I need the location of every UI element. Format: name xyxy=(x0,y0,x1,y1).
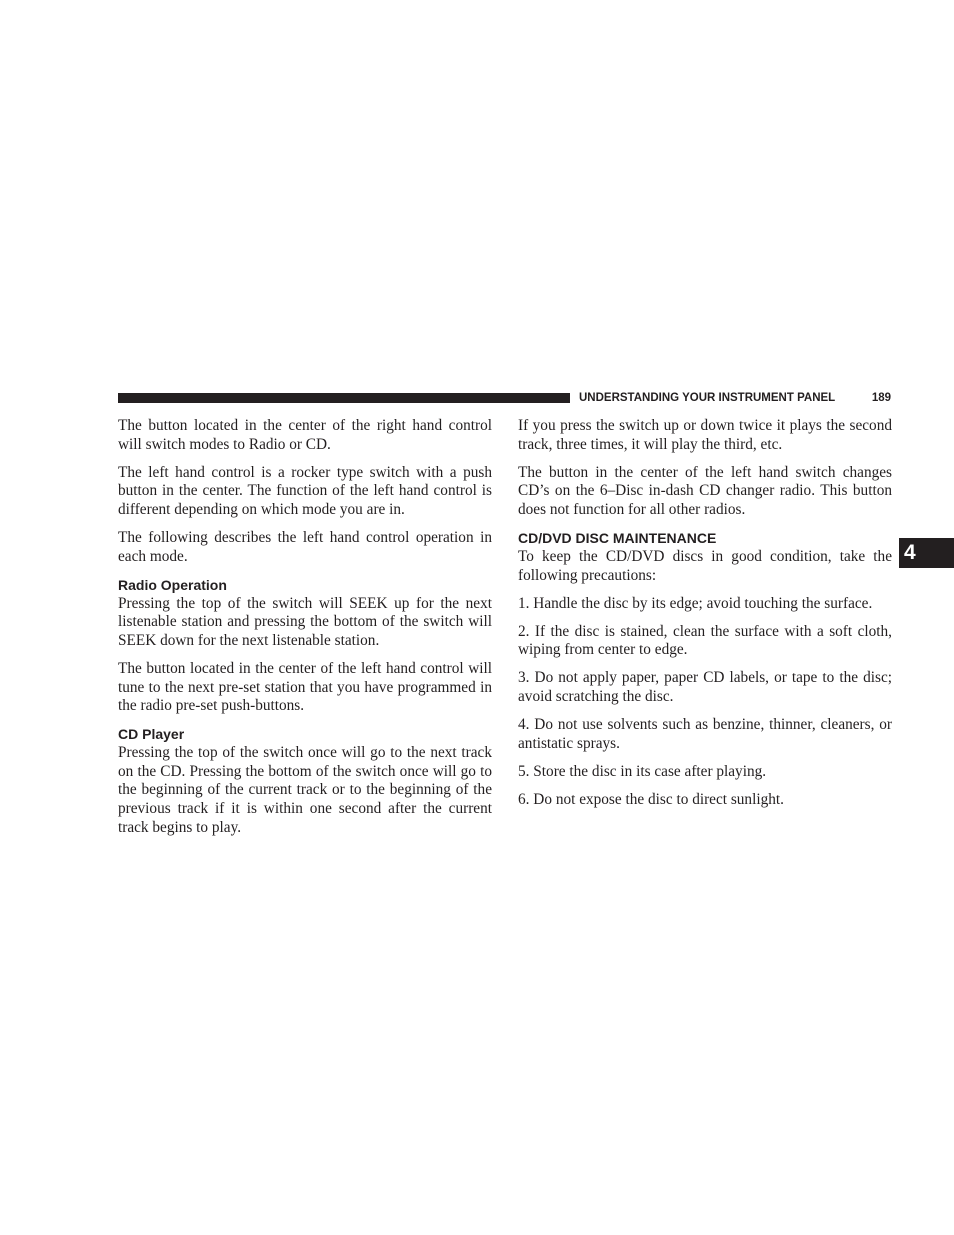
running-header xyxy=(579,390,891,406)
disc-maintenance-heading: CD/DVD DISC MAINTENANCE xyxy=(518,529,717,546)
section-title: UNDERSTANDING YOUR INSTRUMENT PANEL xyxy=(579,392,836,404)
paragraph: The button located in the center of the left hand control will tune to the next pre-set station that you have programmed in the radio pre-set push-buttons. xyxy=(118,659,492,715)
list-item: 3. Do not apply paper, paper CD labels, or tape to the disc; avoid scratching the disc. xyxy=(518,669,892,706)
list-item: 1. Handle the disc by its edge; avoid touching the surface. xyxy=(518,594,873,612)
right-column xyxy=(518,417,892,819)
chapter-number: 4 xyxy=(904,541,916,564)
list-item: 5. Store the disc in its case after playing. xyxy=(518,762,767,780)
paragraph: Pressing the top of the switch once will go to the next track on the CD. Pressing the bottom of the switch once will go to the beginning of the current track or to the beginning of the previous track if it is within one second after the current track begins to play. xyxy=(118,744,492,836)
paragraph: If you press the switch up or down twice it plays the second track, three times, it will play the third, etc. xyxy=(518,417,892,453)
list-item: 4. Do not use solvents such as benzine, thinner, cleaners, or antistatic sprays. xyxy=(518,716,892,752)
paragraph: The following describes the left hand control operation in each mode. xyxy=(118,528,492,565)
precautions-list xyxy=(518,595,892,810)
left-column xyxy=(118,417,492,847)
radio-operation-heading: Radio Operation xyxy=(118,576,227,593)
header-rule xyxy=(118,393,570,403)
cd-player-heading: CD Player xyxy=(118,726,185,743)
page-number: 189 xyxy=(871,392,891,404)
paragraph: To keep the CD/DVD discs in good condition, take the following precautions: xyxy=(518,547,892,584)
chapter-tab xyxy=(899,538,954,568)
paragraph: The button located in the center of the right hand control will switch modes to Radio or CD. xyxy=(118,417,492,453)
paragraph: The button in the center of the left hand switch changes CD’s on the 6–Disc in-dash CD changer radio. This button does not function for all other radios. xyxy=(518,463,892,518)
list-item: 6. Do not expose the disc to direct sunlight. xyxy=(518,790,784,808)
paragraph: Pressing the top of the switch will SEEK up for the next listenable station and pressing the bottom of the switch will SEEK down for the next listenable station. xyxy=(118,594,492,649)
paragraph: The left hand control is a rocker type switch with a push button in the center. The function of the left hand control is different depending on which mode you are in. xyxy=(118,463,492,518)
list-item: 2. If the disc is stained, clean the surface with a soft cloth, wiping from center to edge. xyxy=(518,622,892,659)
